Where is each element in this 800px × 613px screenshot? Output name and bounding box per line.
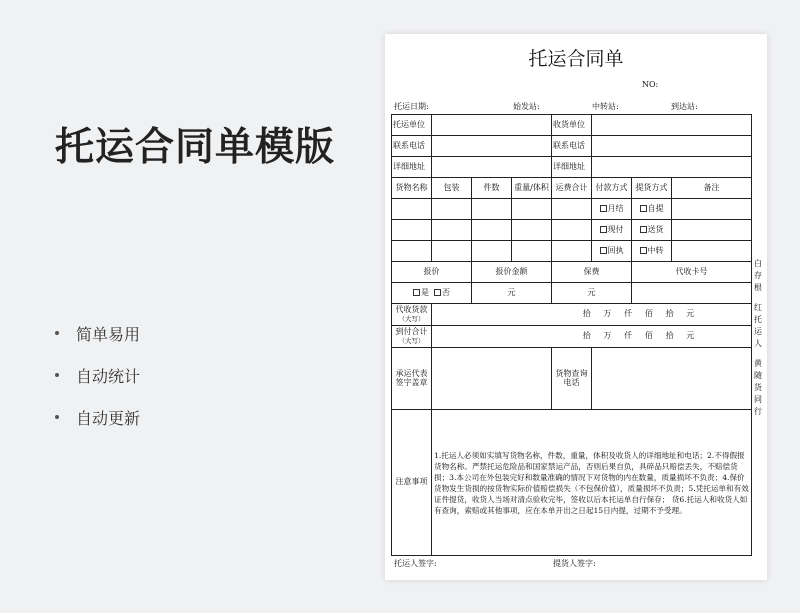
packaging-header: 包装 — [432, 178, 472, 199]
checkbox-icon — [434, 289, 441, 296]
remarks-cell[interactable] — [672, 241, 752, 262]
feature-item — [55, 354, 140, 396]
bullet-icon — [55, 415, 59, 419]
payment-receipt-option[interactable]: 回执 — [592, 241, 632, 262]
goods-cell[interactable] — [552, 220, 592, 241]
receiver-address-label: 详细地址 — [552, 157, 592, 178]
delivery-transfer-option[interactable]: 中转 — [632, 241, 672, 262]
contract-sheet — [385, 34, 767, 580]
receiver-unit-label: 收货单位 — [552, 115, 592, 136]
shipper-address-label: 详细地址 — [392, 157, 432, 178]
quote-amount-cell[interactable]: 元 — [472, 283, 552, 304]
shipper-unit-label: 托运单位 — [392, 115, 432, 136]
ship-date-label: 托运日期: — [394, 102, 429, 111]
feature-item — [55, 312, 140, 354]
notes-label: 注意事项 — [392, 410, 432, 556]
goods-cell[interactable] — [432, 241, 472, 262]
payment-cash-option[interactable]: 现付 — [592, 220, 632, 241]
notes-text: 1.托运人必须如实填写货物名称，件数，重量，体积及收货人的详细地址和电话；2.不得假报货物名称。严禁托运危险品和国家禁运产品，否则后果自负，具碎品只赔偿丢失，不赔偿货损；3.本公司在外包装完好和数量准确的情况下对货物的内在数量，质量损坏不负责；4.保价货物发生货损的按货物实际价值赔偿损失（不包保价值），质量损坏不负责；5.凭托运单和有效证件提货，收货人当场对清点验收完毕，签收以后本托运单自行保存； 货6.托运人和收货人如有查询，索赔或其他事项，应在本单开出之日起15日内提，过期不予受理。 — [432, 410, 752, 556]
goods-cell[interactable] — [472, 220, 512, 241]
remarks-cell[interactable] — [672, 199, 752, 220]
shipper-unit-field[interactable] — [432, 115, 552, 136]
goods-name-header: 货物名称 — [392, 178, 432, 199]
insurance-cell[interactable]: 元 — [552, 283, 632, 304]
goods-cell[interactable] — [432, 220, 472, 241]
shipper-phone-field[interactable] — [432, 136, 552, 157]
quote-header: 报价 — [392, 262, 472, 283]
feature-list — [55, 312, 140, 438]
pieces-header: 件数 — [472, 178, 512, 199]
checkbox-icon — [600, 247, 607, 254]
delivery-delivery-option[interactable]: 送货 — [632, 220, 672, 241]
quote-yes-no[interactable]: 是 否 — [392, 283, 472, 304]
white-copy-label: 白存根 — [754, 259, 762, 292]
collection-card-header: 代收卡号 — [632, 262, 752, 283]
carrier-signature-label: 承运代表 签字盖章 — [392, 348, 432, 410]
feature-item — [55, 396, 140, 438]
topay-total-label: 到付合计 （大写） — [392, 326, 432, 348]
promo-title: 托运合同单模版 — [55, 125, 336, 170]
goods-cell[interactable] — [392, 241, 432, 262]
payment-monthly-option[interactable]: 月结 — [592, 199, 632, 220]
goods-cell[interactable] — [552, 199, 592, 220]
collection-card-cell[interactable] — [632, 283, 752, 304]
insurance-header: 保费 — [552, 262, 632, 283]
goods-cell[interactable] — [512, 199, 552, 220]
remarks-cell[interactable] — [672, 220, 752, 241]
checkbox-icon — [640, 205, 647, 212]
goods-cell[interactable] — [552, 241, 592, 262]
receiver-phone-field[interactable] — [592, 136, 752, 157]
receiver-phone-label: 联系电话 — [552, 136, 592, 157]
delivery-pickup-option[interactable]: 自提 — [632, 199, 672, 220]
remarks-header: 备注 — [672, 178, 752, 199]
receiver-address-field[interactable] — [592, 157, 752, 178]
goods-cell[interactable] — [392, 220, 432, 241]
freight-total-header: 运费合计 — [552, 178, 592, 199]
checkbox-icon — [640, 247, 647, 254]
number-label: NO: — [642, 80, 659, 89]
feature-label: 自动更新 — [76, 408, 141, 428]
yellow-copy-label: 黄随货同行 — [754, 359, 762, 416]
weight-volume-header: 重量/体积 — [512, 178, 552, 199]
delivery-method-header: 提货方式 — [632, 178, 672, 199]
checkbox-icon — [413, 289, 420, 296]
quote-amount-header: 报价金额 — [472, 262, 552, 283]
checkbox-icon — [600, 205, 607, 212]
bullet-icon — [55, 373, 59, 377]
shipper-signature-label: 托运人签字: — [394, 559, 437, 568]
document-title: 托运合同单 — [528, 48, 624, 70]
goods-cell[interactable] — [512, 241, 552, 262]
collect-payment-amount[interactable]: 拾 万 仟 佰 拾 元 — [432, 304, 752, 326]
destination-station-label: 到达站: — [671, 102, 698, 111]
goods-cell[interactable] — [512, 220, 552, 241]
topay-total-amount[interactable]: 拾 万 仟 佰 拾 元 — [432, 326, 752, 348]
feature-label: 简单易用 — [76, 324, 141, 344]
red-copy-label: 红托运人 — [754, 303, 762, 348]
goods-cell[interactable] — [472, 241, 512, 262]
origin-station-label: 始发站: — [513, 102, 540, 111]
payment-method-header: 付款方式 — [592, 178, 632, 199]
shipper-phone-label: 联系电话 — [392, 136, 432, 157]
checkbox-icon — [640, 226, 647, 233]
receiver-unit-field[interactable] — [592, 115, 752, 136]
collect-payment-label: 代收货款 （大写） — [392, 304, 432, 326]
shipper-address-field[interactable] — [432, 157, 552, 178]
transfer-station-label: 中转站: — [592, 102, 619, 111]
bullet-icon — [55, 331, 59, 335]
goods-cell[interactable] — [392, 199, 432, 220]
carrier-signature-field[interactable] — [432, 348, 552, 410]
tracking-phone-label: 货物查询 电话 — [552, 348, 592, 410]
feature-label: 自动统计 — [76, 366, 141, 386]
goods-cell[interactable] — [432, 199, 472, 220]
tracking-phone-field[interactable] — [592, 348, 752, 410]
contract-table — [391, 114, 752, 556]
receiver-signature-label: 提货人签字: — [553, 559, 596, 568]
checkbox-icon — [600, 226, 607, 233]
goods-cell[interactable] — [472, 199, 512, 220]
